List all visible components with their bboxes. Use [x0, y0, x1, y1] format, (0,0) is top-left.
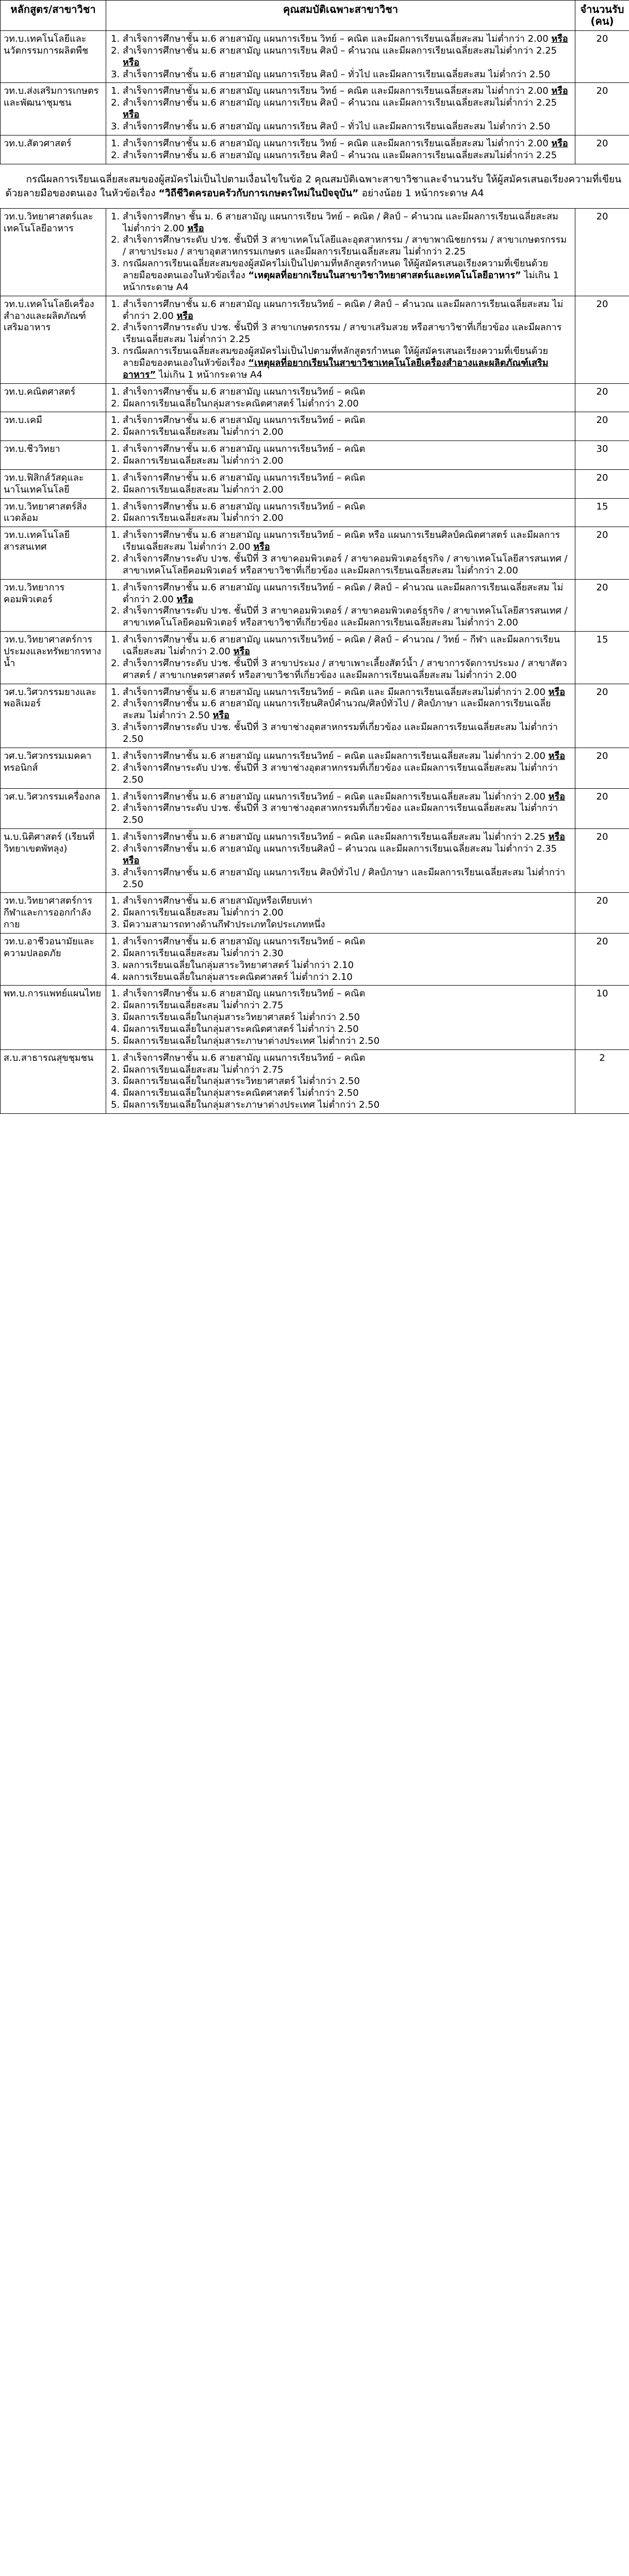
criteria-text: สำเร็จการศึกษาชั้น ม.6 สายสามัญ แผนการเรียนวิทย์ – คณิต [123, 415, 366, 426]
criteria-text: สำเร็จการศึกษาระดับ ปวช. ชั้นปีที่ 3 สาขาช่างอุตสาหกรรมที่เกี่ยวข้อง และมีผลการเรียนเฉลี่ยสะสม ไม่ต่ำกว่า 2.50 [123, 762, 558, 785]
criteria-cell [106, 441, 575, 470]
criteria-list [109, 33, 572, 80]
criteria-text: มีผลการเรียนเฉลี่ยสะสม ไม่ต่ำกว่า 2.00 [123, 455, 284, 467]
criteria-item [123, 582, 572, 606]
criteria-cell [106, 748, 575, 788]
program-name: วท.บ.ชีววิทยา [1, 441, 106, 470]
criteria-item [123, 69, 572, 81]
or-connector: หรือ [233, 646, 250, 657]
criteria-list [109, 444, 572, 467]
program-name: วท.บ.วิทยาการคอมพิวเตอร์ [1, 579, 106, 631]
program-name: วท.บ.ฟิสิกส์วัสดุและนาโนเทคโนโลยี [1, 469, 106, 498]
criteria-text: สำเร็จการศึกษาชั้น ม.6 สายสามัญ แผนการเรียนศิลป์คำนวณ/ศิลป์ทั่วไป / ศิลป์ภาษา และมีผลการเรียนเฉลี่ยสะสม ไม่ต่ำกว่า 2.50 [123, 698, 551, 721]
program-name: วท.บ.ส่งเสริมการเกษตรและพัฒนาชุมชน [1, 83, 106, 135]
criteria-cell [106, 527, 575, 579]
criteria-text: สำเร็จการศึกษาชั้น ม.6 สายสามัญ แผนการเรียนวิทย์ – คณิต และมีผลการเรียนเฉลี่ยสะสม ไม่ต่ำกว่า 2.00 [123, 750, 549, 761]
criteria-item [123, 258, 572, 294]
criteria-item [123, 553, 572, 577]
seat-count: 20 [575, 748, 629, 788]
criteria-item [123, 1024, 572, 1036]
criteria-cell [106, 632, 575, 684]
or-connector: หรือ [551, 33, 568, 44]
or-connector: หรือ [253, 541, 270, 553]
or-connector: หรือ [123, 57, 140, 68]
criteria-text: ไม่เกิน 1 หน้ากระดาษ A4 [156, 369, 262, 380]
or-connector: หรือ [548, 791, 566, 802]
criteria-item [123, 530, 572, 553]
criteria-list [109, 472, 572, 496]
criteria-item [123, 948, 572, 960]
program-name: วศ.บ.วิศวกรรมยางและพอลิเมอร์ [1, 684, 106, 748]
criteria-item [123, 936, 572, 948]
criteria-text: กรณีผลการเรียนเฉลี่ยสะสมของผู้สมัครไม่เป็นไปตามที่หลักสูตรกำหนด ให้ผู้สมัครเสนอเรียงความที่เขียนด้วยลายมือของตนเองในหัวข้อเรื่อง [123, 346, 549, 368]
criteria-cell [106, 383, 575, 412]
program-name: วศ.บ.วิศวกรรมเมคคาทรอนิกส์ [1, 748, 106, 788]
or-connector: หรือ [551, 138, 568, 149]
criteria-item [123, 1064, 572, 1076]
or-connector: หรือ [176, 310, 193, 321]
criteria-text: มีผลการเรียนเฉลี่ยในกลุ่มสาระวิทยาศาสตร์ ไม่ต่ำกว่า 2.50 [123, 1012, 360, 1023]
criteria-cell [106, 986, 575, 1049]
criteria-item [123, 121, 572, 133]
table-row [1, 208, 629, 296]
table-row [1, 933, 629, 985]
table-row [1, 893, 629, 934]
program-criteria-table [0, 0, 629, 1114]
criteria-text: สำเร็จการศึกษาระดับ ปวช. ชั้นปีที่ 3 สาขาเกษตรกรรม / สาขาเสริมสวย หรือสาขาวิชาที่เกี่ยวข้อง และมีผลการเรียนเฉลี่ยสะสม ไม่ต่ำกว่า 2.25 [123, 322, 562, 345]
table-header [1, 1, 629, 31]
criteria-text: มีผลการเรียนเฉลี่ยสะสม ไม่ต่ำกว่า 2.75 [123, 1064, 284, 1075]
criteria-item [123, 86, 572, 97]
header-count-line2: (คน) [590, 15, 614, 27]
criteria-item [123, 791, 572, 803]
note-text-b: “วิถีชีวิตครอบครัวกับการเกษตรใหม่ในปัจจุบัน” [158, 188, 359, 199]
criteria-item [123, 722, 572, 745]
criteria-cell [106, 83, 575, 135]
table-body-section-1 [1, 31, 629, 164]
table-row [1, 1049, 629, 1113]
criteria-item [123, 501, 572, 513]
criteria-item [123, 513, 572, 524]
criteria-cell [106, 135, 575, 164]
criteria-list [109, 530, 572, 577]
criteria-item [123, 867, 572, 891]
table-row [1, 469, 629, 498]
criteria-item [123, 211, 572, 235]
program-name: วท.บ.วิทยาศาสตร์สิ่งแวดล้อม [1, 498, 106, 527]
criteria-cell [106, 498, 575, 527]
criteria-item [123, 138, 572, 150]
criteria-list [109, 138, 572, 162]
table-row [1, 31, 629, 83]
criteria-item [123, 1053, 572, 1064]
criteria-text: สำเร็จการศึกษาระดับ ปวช. ชั้นปีที่ 3 สาขาคอมพิวเตอร์ / สาขาคอมพิวเตอร์ธุรกิจ / สาขาเทคโนโลยีสารสนเทศ / สาขาเทคโนโลยีคอมพิวเตอร์ หรือสาขาวิชาที่เกี่ยวข้อง และมีผลการเรียนเฉลี่ยสะสม ไม่ต่ำกว่า 2.00 [123, 553, 568, 576]
criteria-item [123, 1099, 572, 1111]
criteria-text: มีผลการเรียนเฉลี่ยสะสม ไม่ต่ำกว่า 2.00 [123, 484, 284, 495]
criteria-item [123, 1036, 572, 1047]
criteria-cell [106, 579, 575, 631]
criteria-cell [106, 788, 575, 829]
criteria-cell [106, 684, 575, 748]
criteria-text: สำเร็จการศึกษาชั้น ม.6 สายสามัญ แผนการเรียน ศิลป์ทั่วไป / ศิลป์ภาษา และมีผลการเรียนเฉลี่ยสะสม ไม่ต่ำกว่า 2.50 [123, 867, 566, 890]
table-row [1, 829, 629, 893]
note-row [1, 164, 629, 208]
criteria-text: สำเร็จการศึกษาชั้น ม.6 สายสามัญ แผนการเรียนวิทย์ – คณิต / ศิลป์ – คำนวณ และมีผลการเรียนเฉลี่ยสะสม ไม่ต่ำกว่า 2.00 [123, 582, 564, 605]
criteria-cell [106, 208, 575, 296]
program-name: วท.บ.เทคโนโลยีและนวัตกรรมการผลิตพืช [1, 31, 106, 83]
criteria-text: สำเร็จการศึกษาระดับ ปวช. ชั้นปีที่ 3 สาขาเทคโนโลยีและอุตสาหกรรม / สาขาพาณิชยกรรม / สาขาเกษตรกรรม / สาขาประมง / สาขาอุตสาหกรรมเกษตร และมีผลการเรียนเฉลี่ยสะสม ไม่ต่ำกว่า 2.25 [123, 234, 567, 258]
essay-note [1, 164, 629, 208]
criteria-item [123, 150, 572, 162]
criteria-text: มีผลการเรียนเฉลี่ยในกลุ่มสาระคณิตศาสตร์ ไม่ต่ำกว่า 2.50 [123, 1023, 359, 1035]
criteria-item [123, 346, 572, 381]
criteria-text: สำเร็จการศึกษาชั้น ม.6 สายสามัญ แผนการเรียนวิทย์ – คณิต / ศิลป์ – คำนวณ / วิทย์ – กีฬา และมีผลการเรียนเฉลี่ยสะสม ไม่ต่ำกว่า 2.00 [123, 634, 560, 657]
criteria-item [123, 895, 572, 907]
header-count-line1: จำนวนรับ [580, 3, 624, 15]
table-row [1, 383, 629, 412]
criteria-text: สำเร็จการศึกษาชั้น ม.6 สายสามัญ แผนการเรียนวิทย์ – คณิต [123, 1052, 366, 1063]
criteria-list [109, 299, 572, 381]
table-row [1, 296, 629, 383]
criteria-cell [106, 412, 575, 441]
criteria-list [109, 895, 572, 931]
criteria-list [109, 501, 572, 525]
criteria-text: สำเร็จการศึกษาชั้น ม.6 สายสามัญหรือเทียบเท่า [123, 895, 312, 907]
criteria-text: สำเร็จการศึกษาชั้น ม.6 สายสามัญ แผนการเรียนวิทย์ – คณิต [123, 444, 366, 455]
seat-count: 15 [575, 632, 629, 684]
essay-topic: “เหตุผลที่อยากเรียนในสาขาวิชาวิทยาศาสตร์และเทคโนโลยีอาหาร” [248, 269, 521, 281]
header-program: หลักสูตร/สาขาวิชา [1, 1, 106, 31]
criteria-item [123, 605, 572, 629]
criteria-item [123, 234, 572, 258]
criteria-text: สำเร็จการศึกษาชั้น ม.6 สายสามัญ แผนการเรียนวิทย์ – คณิต และ มีผลการเรียนเฉลี่ยสะสมไม่ต่ำกว่า 2.00 [123, 686, 549, 698]
criteria-text: สำเร็จการศึกษาชั้น ม.6 สายสามัญ แผนการเรียน ศิลป์ – คำนวณ และมีผลการเรียนเฉลี่ยสะสมไม่ต่ำกว่า 2.25 [123, 149, 557, 161]
program-name: วศ.บ.วิศวกรรมเครื่องกล [1, 788, 106, 829]
criteria-item [123, 398, 572, 410]
table-row [1, 748, 629, 788]
seat-count: 20 [575, 383, 629, 412]
table-row [1, 632, 629, 684]
or-connector: หรือ [551, 86, 568, 97]
table-row [1, 498, 629, 527]
criteria-item [123, 960, 572, 972]
criteria-item [123, 762, 572, 786]
seat-count: 20 [575, 412, 629, 441]
or-connector: หรือ [123, 855, 140, 866]
criteria-list [109, 415, 572, 438]
criteria-text: สำเร็จการศึกษาระดับ ปวช. ชั้นปีที่ 3 สาขาคอมพิวเตอร์ / สาขาคอมพิวเตอร์ธุรกิจ / สาขาเทคโนโลยีสารสนเทศ / สาขาเทคโนโลยีคอมพิวเตอร์ หรือสาขาวิชาที่เกี่ยวข้อง และมีผลการเรียนเฉลี่ยสะสม ไม่ต่ำกว่า 2.00 [123, 605, 568, 629]
criteria-list [109, 687, 572, 745]
criteria-text: สำเร็จการศึกษาระดับ ปวช. ชั้นปีที่ 3 สาขาช่างอุตสาหกรรมที่เกี่ยวข้อง และมีผลการเรียนเฉลี่ยสะสม ไม่ต่ำกว่า 2.50 [123, 722, 558, 745]
criteria-item [123, 832, 572, 843]
program-name: พท.บ.การแพทย์แผนไทย [1, 986, 106, 1049]
criteria-item [123, 484, 572, 496]
criteria-text: สำเร็จการศึกษาชั้น ม.6 สายสามัญ แผนการเรียนวิทย์ – คณิต หรือ แผนการเรียนศิลป์คณิตศาสตร์ และมีผลการเรียนเฉลี่ยสะสม ไม่ต่ำกว่า 2.00 [123, 530, 560, 553]
note-section [1, 164, 629, 208]
criteria-item [123, 455, 572, 467]
table-body-section-2 [1, 208, 629, 1113]
criteria-text: สำเร็จการศึกษาชั้น ม.6 สายสามัญ แผนการเรียน ศิลป์ – คำนวณ และมีผลการเรียนเฉลี่ยสะสมไม่ต่ำกว่า 2.25 [123, 45, 557, 56]
criteria-item [123, 972, 572, 984]
seat-count: 15 [575, 498, 629, 527]
criteria-list [109, 936, 572, 983]
criteria-list [109, 832, 572, 890]
table-row [1, 527, 629, 579]
criteria-cell [106, 933, 575, 985]
criteria-text: สำเร็จการศึกษาชั้น ม.6 สายสามัญ แผนการเรียนวิทย์ – คณิต [123, 472, 366, 483]
seat-count: 20 [575, 684, 629, 748]
note-text-c: อย่างน้อย 1 หน้ากระดาษ A4 [358, 188, 484, 199]
criteria-text: มีผลการเรียนเฉลี่ยสะสม ไม่ต่ำกว่า 2.00 [123, 907, 284, 919]
program-name: น.บ.นิติศาสตร์ (เรียนที่วิทยาเขตพัทลุง) [1, 829, 106, 893]
criteria-text: มีผลการเรียนเฉลี่ยในกลุ่มสาระคณิตศาสตร์ ไม่ต่ำกว่า 2.50 [123, 1088, 359, 1099]
seat-count: 20 [575, 83, 629, 135]
note-text-a: กรณีผลการเรียนเฉลี่ยสะสมของผู้สมัครไม่เป็นไปตามเงื่อนไขในข้อ 2 คุณสมบัติเฉพาะสาขาวิชาและจำนวนรับ ให้ผู้สมัครเสนอเรียงความที่เขียน ด้วยลายมือของตนเอง ในหัวข้อเรื่อง [5, 173, 622, 199]
criteria-text: มีผลการเรียนเฉลี่ยสะสม ไม่ต่ำกว่า 2.30 [123, 947, 284, 959]
criteria-item [123, 698, 572, 722]
program-name: วท.บ.วิทยาศาสตร์การกีฬาและการออกกำลังกาย [1, 893, 106, 934]
criteria-item [123, 97, 572, 121]
criteria-text: กรณีผลการเรียนเฉลี่ยสะสมของผู้สมัครไม่เป็นไปตามที่หลักสูตรกำหนด ให้ผู้สมัครเสนอเรียงความที่เขียนด้วยลายมือของตนเองในหัวข้อเรื่อง [123, 258, 549, 281]
criteria-text: มีผลการเรียนเฉลี่ยในกลุ่มสาระภาษาต่างประเทศ ไม่ต่ำกว่า 2.50 [123, 1099, 380, 1111]
criteria-item [123, 1012, 572, 1024]
seat-count: 20 [575, 788, 629, 829]
header-criteria: คุณสมบัติเฉพาะสาขาวิชา [106, 1, 575, 31]
criteria-item [123, 322, 572, 346]
criteria-text: มีผลการเรียนเฉลี่ยสะสม ไม่ต่ำกว่า 2.00 [123, 513, 284, 524]
program-name: วท.บ.สัตวศาสตร์ [1, 135, 106, 164]
table-row [1, 986, 629, 1049]
seat-count: 2 [575, 1049, 629, 1113]
criteria-text: สำเร็จการศึกษาระดับ ปวช. ชั้นปีที่ 3 สาขาประมง / สาขาเพาะเลี้ยงสัตว์น้ำ / สาขาการจัดการประมง / สาขาสัตวศาสตร์ / สาขาเกษตรศาสตร์ หรือสาขาวิชาที่เกี่ยวข้อง และมีผลการเรียนเฉลี่ยสะสม ไม่ต่ำกว่า 2.00 [123, 657, 567, 681]
criteria-item [123, 444, 572, 455]
criteria-cell [106, 829, 575, 893]
table-row [1, 441, 629, 470]
program-name: วท.บ.วิทยาศาสตร์และเทคโนโลยีอาหาร [1, 208, 106, 296]
seat-count: 20 [575, 135, 629, 164]
seat-count: 10 [575, 986, 629, 1049]
seat-count: 30 [575, 441, 629, 470]
program-name: ส.บ.สาธารณสุขชุมชน [1, 1049, 106, 1113]
criteria-text: มีผลการเรียนเฉลี่ยในกลุ่มสาระภาษาต่างประเทศ ไม่ต่ำกว่า 2.50 [123, 1035, 380, 1046]
criteria-text: สำเร็จการศึกษาชั้น ม.6 สายสามัญ แผนการเรียน วิทย์ – คณิต และมีผลการเรียนเฉลี่ยสะสม ไม่ต่ำกว่า 2.00 [123, 33, 552, 44]
program-name: วท.บ.เทคโนโลยีสารสนเทศ [1, 527, 106, 579]
criteria-list [109, 211, 572, 294]
or-connector: “เหตุผลที่อยากเรียนในสาขาวิชาเทคโนโลยีเครื่องสำอางและผลิตภัณฑ์เสริมอาหาร” [123, 358, 549, 380]
criteria-item [123, 1076, 572, 1088]
header-row [1, 1, 629, 31]
table-row [1, 788, 629, 829]
criteria-text: มีผลการเรียนเฉลี่ยในกลุ่มสาระคณิตศาสตร์ ไม่ต่ำกว่า 2.00 [123, 398, 359, 409]
program-name: วท.บ.วิทยาศาสตร์การประมงและทรัพยากรทางน้ำ [1, 632, 106, 684]
criteria-item [123, 386, 572, 398]
seat-count: 20 [575, 579, 629, 631]
criteria-item [123, 751, 572, 762]
criteria-item [123, 1088, 572, 1099]
criteria-cell [106, 31, 575, 83]
criteria-list [109, 791, 572, 827]
criteria-list [109, 988, 572, 1047]
criteria-item [123, 658, 572, 682]
criteria-cell [106, 893, 575, 934]
seat-count: 20 [575, 296, 629, 383]
criteria-item [123, 988, 572, 1000]
criteria-text: สำเร็จการศึกษาระดับ ปวช. ชั้นปีที่ 3 สาขาช่างอุตสาหกรรมที่เกี่ยวข้อง และมีผลการเรียนเฉลี่ยสะสม ไม่ต่ำกว่า 2.50 [123, 803, 558, 826]
program-name: วท.บ.อาชีวอนามัยและความปลอดภัย [1, 933, 106, 985]
criteria-item [123, 472, 572, 484]
criteria-text: ผลการเรียนเฉลี่ยในกลุ่มสาระวิทยาศาสตร์ ไม่ต่ำกว่า 2.10 [123, 959, 354, 971]
seat-count: 20 [575, 31, 629, 83]
header-count [575, 1, 629, 31]
criteria-text: สำเร็จการศึกษาชั้น ม.6 สายสามัญ แผนการเรียนศิลป์ – คำนวณ และมีผลการเรียนเฉลี่ยสะสม ไม่ต่ำกว่า 2.35 [123, 843, 557, 854]
criteria-text: สำเร็จการศึกษาชั้น ม.6 สายสามัญ แผนการเรียน ศิลป์ – คำนวณ และมีผลการเรียนเฉลี่ยสะสมไม่ต่ำกว่า 2.25 [123, 97, 557, 109]
or-connector: หรือ [176, 594, 193, 605]
criteria-item [123, 45, 572, 69]
or-connector: หรือ [212, 710, 229, 721]
table-row [1, 83, 629, 135]
criteria-item [123, 33, 572, 45]
criteria-text: สำเร็จการศึกษาชั้น ม.6 สายสามัญ แผนการเรียน วิทย์ – คณิต และมีผลการเรียนเฉลี่ยสะสม ไม่ต่ำกว่า 2.00 [123, 138, 552, 149]
criteria-text: สำเร็จการศึกษาชั้น ม.6 สายสามัญ แผนการเรียนวิทย์ – คณิต และมีผลการเรียนเฉลี่ยสะสม ไม่ต่ำกว่า 2.25 [123, 832, 549, 843]
or-connector: หรือ [187, 223, 204, 234]
program-name: วท.บ.เคมี [1, 412, 106, 441]
criteria-text: สำเร็จการศึกษาชั้น ม.6 สายสามัญ แผนการเรียนวิทย์ – คณิต [123, 936, 366, 947]
criteria-item [123, 1000, 572, 1012]
criteria-text: สำเร็จการศึกษา ชั้น ม. 6 สายสามัญ แผนการเรียน วิทย์ – คณิต / ศิลป์ – คำนวณ และมีผลการเรียนเฉลี่ยสะสม ไม่ต่ำกว่า 2.00 [123, 211, 558, 234]
table-row [1, 579, 629, 631]
criteria-list [109, 1053, 572, 1111]
criteria-text: สำเร็จการศึกษาชั้น ม.6 สายสามัญ แผนการเรียนวิทย์ – คณิต และมีผลการเรียนเฉลี่ยสะสม ไม่ต่ำกว่า 2.00 [123, 791, 549, 802]
criteria-item [123, 634, 572, 658]
criteria-text: มีความสามารถทางด้านกีฬาประเภทใดประเภทหนึ่ง [123, 919, 325, 930]
criteria-list [109, 86, 572, 132]
criteria-text: มีผลการเรียนเฉลี่ยในกลุ่มสาระวิทยาศาสตร์ ไม่ต่ำกว่า 2.50 [123, 1076, 360, 1087]
criteria-item [123, 427, 572, 438]
table-row [1, 412, 629, 441]
seat-count: 20 [575, 469, 629, 498]
seat-count: 20 [575, 893, 629, 934]
seat-count: 20 [575, 829, 629, 893]
criteria-text: สำเร็จการศึกษาชั้น ม.6 สายสามัญ แผนการเรียน ศิลป์ – ทั่วไป และมีผลการเรียนเฉลี่ยสะสม ไม่ต่ำกว่า 2.50 [123, 121, 551, 132]
criteria-text: มีผลการเรียนเฉลี่ยสะสม ไม่ต่ำกว่า 2.75 [123, 1000, 284, 1011]
seat-count: 20 [575, 933, 629, 985]
table-row [1, 684, 629, 748]
program-name: วท.บ.คณิตศาสตร์ [1, 383, 106, 412]
or-connector: หรือ [548, 750, 566, 761]
criteria-cell [106, 296, 575, 383]
criteria-cell [106, 469, 575, 498]
criteria-list [109, 386, 572, 410]
criteria-text: สำเร็จการศึกษาชั้น ม.6 สายสามัญ แผนการเรียน วิทย์ – คณิต และมีผลการเรียนเฉลี่ยสะสม ไม่ต่ำกว่า 2.00 [123, 86, 552, 97]
table-row [1, 135, 629, 164]
criteria-list [109, 582, 572, 629]
seat-count: 20 [575, 208, 629, 296]
criteria-text: สำเร็จการศึกษาชั้น ม.6 สายสามัญ แผนการเรียน ศิลป์ – ทั่วไป และมีผลการเรียนเฉลี่ยสะสม ไม่ต่ำกว่า 2.50 [123, 69, 551, 80]
criteria-item [123, 919, 572, 931]
program-name: วท.บ.เทคโนโลยีเครื่องสำอางและผลิตภัณฑ์เสริมอาหาร [1, 296, 106, 383]
criteria-text: ผลการเรียนเฉลี่ยในกลุ่มสาระคณิตศาสตร์ ไม่ต่ำกว่า 2.10 [123, 971, 353, 982]
criteria-item [123, 843, 572, 867]
criteria-text: สำเร็จการศึกษาชั้น ม.6 สายสามัญ แผนการเรียนวิทย์ – คณิต [123, 988, 366, 999]
criteria-text: ไม่เกิน 1 หน้ากระดาษ A4 [123, 269, 559, 293]
criteria-list [109, 634, 572, 681]
criteria-item [123, 803, 572, 826]
criteria-cell [106, 1049, 575, 1113]
criteria-text: สำเร็จการศึกษาชั้น ม.6 สายสามัญ แผนการเรียนวิทย์ – คณิต / ศิลป์ – คำนวณ และมีผลการเรียนเฉลี่ยสะสม ไม่ต่ำกว่า 2.00 [123, 298, 564, 321]
criteria-text: มีผลการเรียนเฉลี่ยสะสม ไม่ต่ำกว่า 2.00 [123, 427, 284, 438]
criteria-item [123, 415, 572, 427]
criteria-list [109, 751, 572, 786]
or-connector: หรือ [548, 686, 566, 698]
criteria-text: สำเร็จการศึกษาชั้น ม.6 สายสามัญ แผนการเรียนวิทย์ – คณิต [123, 501, 366, 512]
criteria-text: สำเร็จการศึกษาชั้น ม.6 สายสามัญ แผนการเรียนวิทย์ – คณิต [123, 386, 366, 397]
or-connector: หรือ [123, 109, 140, 121]
criteria-item [123, 687, 572, 699]
or-connector: หรือ [548, 832, 566, 843]
seat-count: 20 [575, 527, 629, 579]
criteria-item [123, 299, 572, 323]
criteria-item [123, 907, 572, 919]
